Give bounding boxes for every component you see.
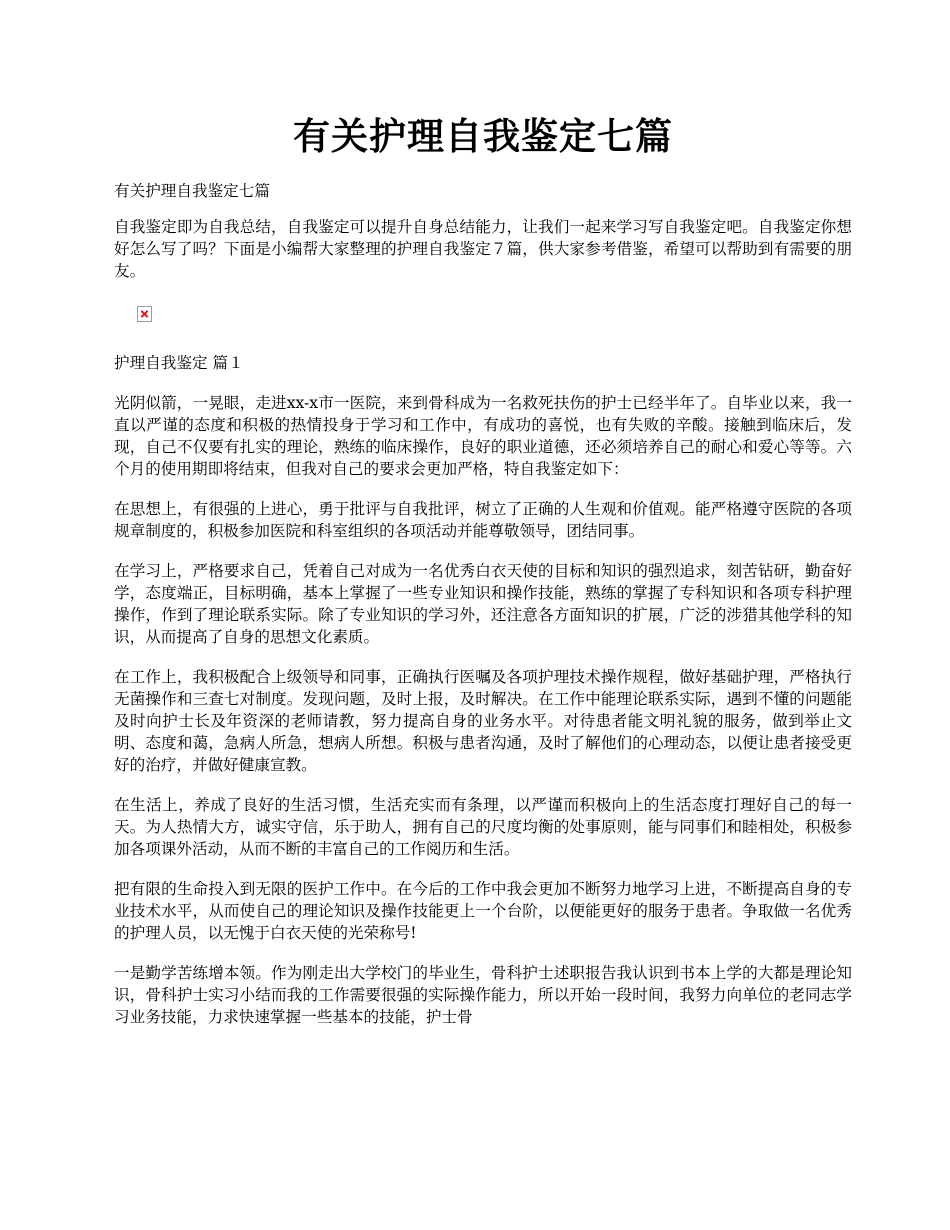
intro-paragraph: 自我鉴定即为自我总结，自我鉴定可以提升自身总结能力，让我们一起来学习写自我鉴定吧。自我鉴定你想好怎么写了吗？下面是小编帮大家整理的护理自我鉴定７篇，供大家参考借鉴，希望可以帮助到有需要的朋友。 (114, 218, 852, 280)
document-subtitle: 有关护理自我鉴定七篇 (114, 182, 270, 200)
body-paragraph-5: 在生活上，养成了良好的生活习惯，生活充实而有条理，以严谨而积极向上的生活态度打理好自己的每一天。为人热情大方，诚实守信，乐于助人，拥有自己的尺度均衡的处事原则，能与同事们和睦相处，积极参加各项课外活动，从而不断的丰富自己的工作阅历和生活。 (114, 796, 852, 858)
body-paragraph-6: 把有限的生命投入到无限的医护工作中。在今后的工作中我会更加不断努力地学习上进，不断提高自身的专业技术水平，从而使自己的理论知识及操作技能更上一个台阶，以便能更好的服务于患者。争取做一名优秀的护理人员，以无愧于白衣天使的光荣称号! (114, 880, 852, 942)
body-paragraph-3: 在学习上，严格要求自己，凭着自己对成为一名优秀白衣天使的目标和知识的强烈追求，刻苦钻研，勤奋好学，态度端正，目标明确，基本上掌握了一些专业知识和操作技能，熟练的掌握了专科知识和各项专科护理操作，作到了理论联系实际。除了专业知识的学习外，还注意各方面知识的扩展，广泛的涉猎其他学科的知识，从而提高了自身的思想文化素质。 (114, 562, 852, 646)
body-paragraph-4: 在工作上，我积极配合上级领导和同事，正确执行医嘱及各项护理技术操作规程，做好基础护理，严格执行无菌操作和三查七对制度。发现问题，及时上报，及时解决。在工作中能理论联系实际，遇到不懂的问题能及时向护士长及年资深的老师请教，努力提高自身的业务水平。对待患者能文明礼貌的服务，做到举止文明、态度和蔼，急病人所急，想病人所想。积极与患者沟通，及时了解他们的心理动态，以便让患者接受更好的治疗，并做好健康宣教。 (114, 668, 852, 774)
document-title: 有关护理自我鉴定七篇 (293, 114, 673, 158)
section-heading: 护理自我鉴定 篇１ (114, 354, 244, 372)
broken-image-icon (137, 306, 152, 322)
body-paragraph-1: 光阴似箭，一晃眼，走进xx-x市一医院，来到骨科成为一名救死扶伤的护士已经半年了。自毕业以来，我一直以严谨的态度和积极的热情投身于学习和工作中，有成功的喜悦，也有失败的辛酸。接触到临床后，发现，自己不仅要有扎实的理论，熟练的临床操作，良好的职业道德，还必须培养自己的耐心和爱心等等。六个月的使用期即将结束，但我对自己的要求会更加严格，特自我鉴定如下： (114, 394, 852, 478)
document-body (114, 180, 852, 1046)
body-paragraph-7: 一是勤学苦练增本领。作为刚走出大学校门的毕业生，骨科护士述职报告我认识到书本上学的大都是理论知识，骨科护士实习小结而我的工作需要很强的实际操作能力，所以开始一段时间，我努力向单位的老同志学习业务技能，力求快速掌握一些基本的技能，护士骨 (114, 964, 852, 1026)
body-paragraph-2: 在思想上，有很强的上进心，勇于批评与自我批评，树立了正确的人生观和价值观。能严格遵守医院的各项规章制度的，积极参加医院和科室组织的各项活动并能尊敬领导，团结同事。 (114, 500, 852, 540)
